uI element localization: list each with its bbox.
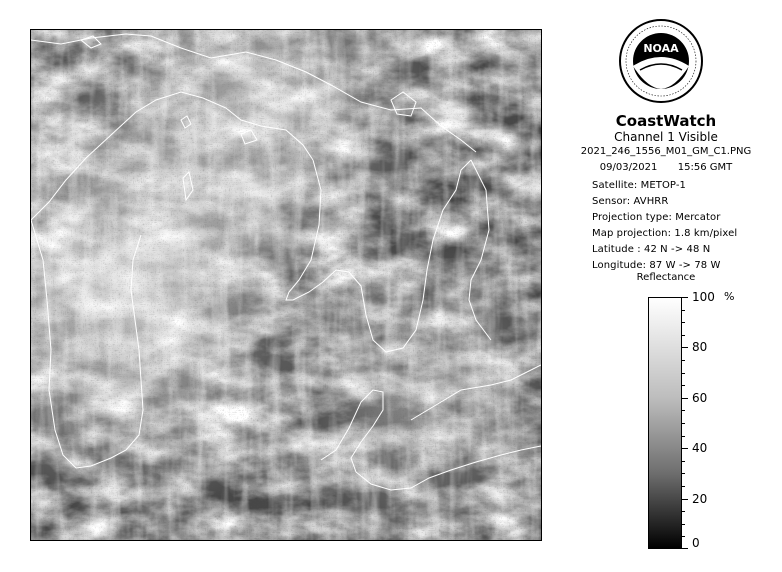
colorbar-minor-tick [682, 511, 685, 512]
colorbar-tick-mark [682, 499, 688, 500]
satellite-line: Satellite: METOP-1 [592, 180, 687, 191]
logo-noaa-text: NOAA [643, 42, 679, 55]
colorbar-minor-tick [682, 360, 685, 361]
noaa-logo [618, 18, 704, 104]
legend-title: Reflectance [636, 272, 696, 283]
map-projection-line: Map projection: 1.8 km/pixel [592, 228, 738, 239]
acquisition-datetime [560, 162, 772, 173]
reflectance-colorbar [648, 297, 682, 549]
colorbar-minor-tick [682, 410, 685, 411]
channel-subtitle: Channel 1 Visible [614, 130, 718, 144]
colorbar-minor-tick [682, 310, 685, 311]
longitude-line: Longitude: 87 W -> 78 W [592, 260, 721, 271]
colorbar-tick-mark [682, 347, 688, 348]
colorbar-tick-label: 80 [692, 340, 708, 354]
colorbar-minor-tick [682, 524, 685, 525]
satellite-map [30, 29, 542, 541]
colorbar-ticks [682, 290, 752, 550]
colorbar-tick-mark [682, 548, 688, 549]
colorbar-minor-tick [682, 486, 685, 487]
info-panel [560, 18, 772, 563]
colorbar-tick-label: 100 [692, 290, 715, 304]
legend-unit: % [724, 290, 735, 303]
colorbar-minor-tick [682, 385, 685, 386]
colorbar-tick-label: 40 [692, 441, 708, 455]
product-title: CoastWatch [615, 112, 717, 130]
colorbar-tick-label: 60 [692, 391, 708, 405]
projection-type-line: Projection type: Mercator [592, 212, 721, 223]
colorbar-minor-tick [682, 536, 685, 537]
colorbar-minor-tick [682, 461, 685, 462]
colorbar-tick-mark [682, 448, 688, 449]
colorbar-tick-mark [682, 297, 688, 298]
colorbar-minor-tick [682, 423, 685, 424]
colorbar-minor-tick [682, 436, 685, 437]
latitude-line: Latitude : 42 N -> 48 N [592, 244, 711, 255]
sensor-line: Sensor: AVHRR [592, 196, 669, 207]
acquisition-time: 15:56 GMT [677, 162, 733, 173]
colorbar-tick-label: 0 [692, 536, 700, 550]
colorbar-minor-tick [682, 473, 685, 474]
colorbar-tick-label: 20 [692, 492, 708, 506]
image-filename: 2021_246_1556_M01_GM_C1.PNG [580, 146, 752, 157]
colorbar-minor-tick [682, 322, 685, 323]
acquisition-date: 09/03/2021 [599, 162, 658, 173]
colorbar-tick-mark [682, 398, 688, 399]
satellite-image [31, 30, 541, 540]
colorbar-minor-tick [682, 373, 685, 374]
colorbar-minor-tick [682, 335, 685, 336]
